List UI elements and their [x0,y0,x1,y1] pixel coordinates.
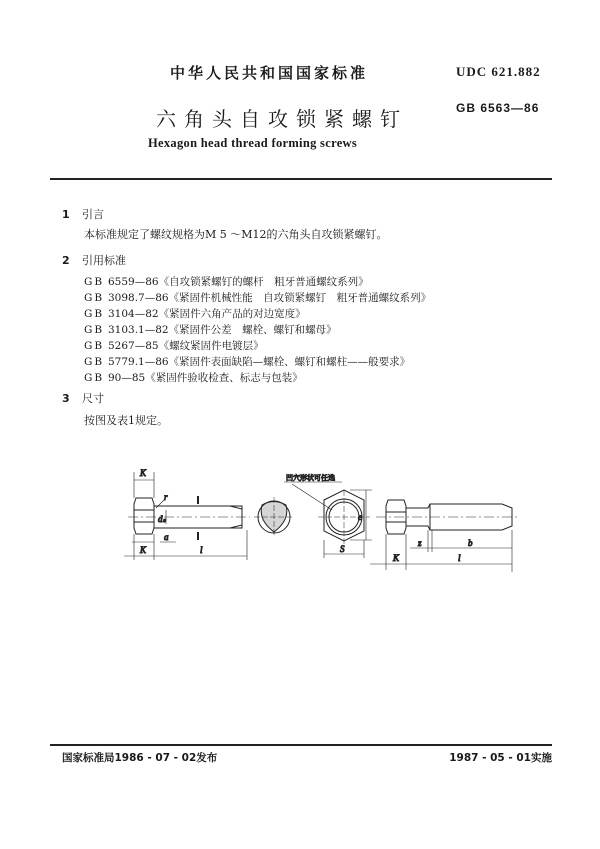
label-ds: dₛ [158,514,166,524]
reference-item [84,274,369,289]
reference-prefix: GB [84,308,105,320]
section-title: 尺寸 [82,392,104,405]
screw-drawing [120,460,540,580]
section-2-heading [62,252,126,268]
label-a: a [164,532,169,542]
section-title: 引言 [82,208,104,221]
label-k-right: K [393,553,400,563]
label-k-top: K [140,468,147,478]
reference-text: 5779.1—86《紧固件表面缺陷—螺栓、螺钉和螺柱——般要求》 [108,356,411,368]
gb-number: GB 6563—86 [456,101,540,115]
reference-item [84,370,303,385]
footer-divider [50,744,552,746]
reference-item [84,290,431,305]
section-number: 3 [62,392,70,405]
label-e: e [358,512,362,522]
section-3-text: 按图及表1规定。 [84,414,168,427]
cross-section-view [254,497,294,537]
label-r: r [164,492,168,502]
header-divider [50,178,552,180]
section-1-text: 本标准规定了螺纹规格为M 5 ～M12的六角头自攻锁紧螺钉。 [84,228,388,241]
udc-code: UDC 621.882 [456,64,541,79]
label-k-bottom: K [140,545,147,555]
reference-item [84,354,410,369]
label-l-left: l [200,545,203,555]
reference-text: 3103.1—82《紧固件公差 螺栓、螺钉和螺母》 [108,324,337,336]
reference-text: 5267—85《螺纹紧固件电镀层》 [108,340,264,352]
label-s: S [340,544,345,554]
section-3-heading [62,390,104,406]
document-title-cn: 六角头自攻锁紧螺钉 [156,107,408,131]
reference-prefix: GB [84,324,105,336]
section-number: 2 [62,254,70,267]
section-number: 1 [62,208,70,221]
reference-item [84,338,264,353]
label-b: b [468,538,473,548]
section-title: 引用标准 [82,254,126,267]
reference-prefix: GB [84,372,105,384]
reference-text: 3104—82《紧固件六角产品的对边宽度》 [108,308,306,320]
effective-date: 1987 - 05 - 01实施 [449,752,552,764]
label-l-right: l [458,553,461,563]
document-title-en: Hexagon head thread forming screws [148,136,358,150]
section-1-heading [62,206,104,222]
issue-date: 国家标准局1986 - 07 - 02发布 [62,752,218,764]
reference-text: 3098.7—86《紧固件机械性能 自攻锁紧螺钉 粗牙普通螺纹系列》 [108,292,432,304]
reference-item [84,322,337,337]
reference-item [84,306,306,321]
reference-prefix: GB [84,276,105,288]
reference-text: 90—85《紧固件验收检查、标志与包装》 [108,372,303,384]
label-z: z [418,538,422,548]
standard-type: 中华人民共和国国家标准 [170,64,369,82]
reference-prefix: GB [84,292,105,304]
reference-text: 6559—86《自攻锁紧螺钉的螺杆 粗牙普通螺纹系列》 [108,276,369,288]
reference-prefix: GB [84,340,105,352]
reference-prefix: GB [84,356,105,368]
callout-text: 凹穴形状可任选 [286,474,335,482]
